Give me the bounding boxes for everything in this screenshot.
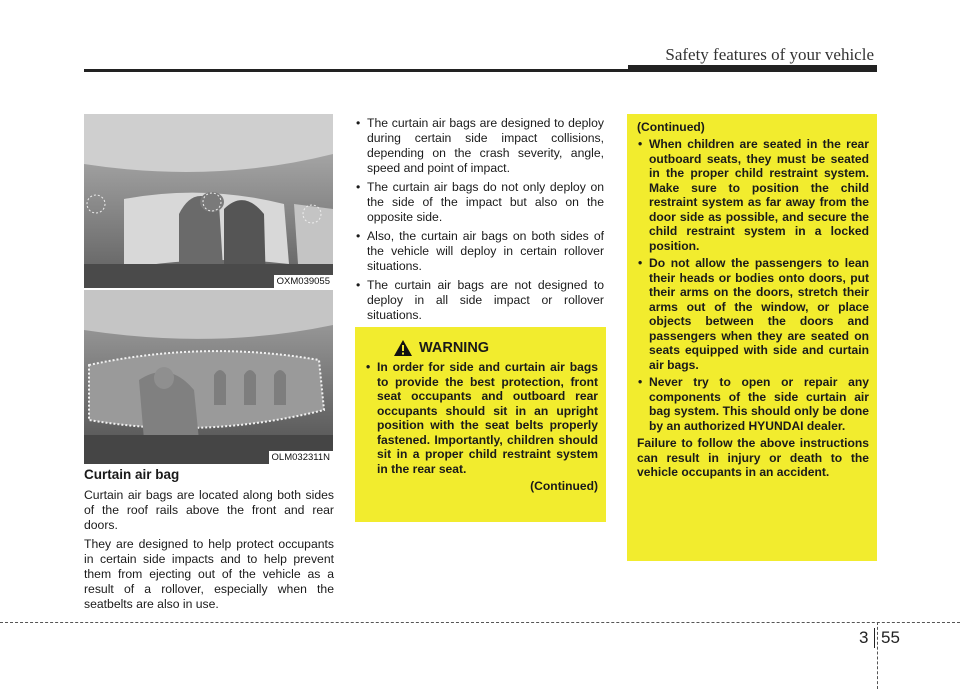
paragraph: Curtain air bags are located along both sides of the roof rails above the front and rear doors. bbox=[84, 488, 334, 532]
warning-list bbox=[365, 360, 598, 476]
image-code: OLM032311N bbox=[269, 451, 333, 464]
curtain-airbag-photo-bottom bbox=[84, 290, 333, 464]
footer-vertical-rule bbox=[877, 622, 878, 689]
list-item: • Never try to open or repair any components of the side curtain air bag system. This should only be done by an authorized HYUNDAI dealer. bbox=[637, 375, 869, 433]
page-number-separator bbox=[874, 628, 875, 648]
paragraph: They are designed to help protect occupants in certain side impacts and to help prevent them from ejecting out of the vehicle as a result of a rollover, especially when the seatbelts are also in use. bbox=[84, 537, 334, 611]
image-code: OXM039055 bbox=[274, 275, 333, 288]
page-number: 55 bbox=[881, 628, 900, 647]
footer-rule bbox=[0, 622, 960, 623]
warning-header bbox=[393, 339, 598, 357]
warning-title: WARNING bbox=[419, 340, 490, 356]
chapter-number: 3 bbox=[859, 628, 869, 647]
warning-list bbox=[637, 137, 869, 433]
list-item: • The curtain air bags do not only deploy on the side of the impact but also on the opposite side. bbox=[354, 180, 604, 225]
list-item: • The curtain air bags are not designed to deploy in all side impact or rollover situations. bbox=[354, 278, 604, 323]
warning-box bbox=[355, 327, 606, 522]
list-item: • When children are seated in the rear outboard seats, they must be seated in the proper child restraint system. Make sure to position the child restraint system as far away from the door side as possible, and secure the child restraint system in a locked position. bbox=[637, 137, 869, 253]
list-item: • Also, the curtain air bags on both sides of the vehicle will deploy in certain rollover situations. bbox=[354, 229, 604, 274]
list-item: • In order for side and curtain air bags to provide the best protection, front seat occupants and outboard rear occupants should sit in an upright position with the seat belts properly fastened. Importantly, children should sit in a proper child restraint system in the rear seat. bbox=[365, 360, 598, 476]
deployment-bullets bbox=[354, 116, 604, 327]
list-item: • The curtain air bags are designed to deploy during certain side impact collisions, depending on the crash severity, angle, speed and point of impact. bbox=[354, 116, 604, 176]
warning-closing: Failure to follow the above instructions can result in injury or death to the vehicle occupants in an accident. bbox=[637, 436, 869, 479]
header-rule-accent bbox=[628, 65, 877, 72]
section-heading: Curtain air bag bbox=[84, 467, 180, 482]
continued-label: (Continued) bbox=[637, 120, 705, 134]
interior-illustration-bottom bbox=[84, 290, 333, 464]
continued-label: (Continued) bbox=[530, 479, 598, 493]
curtain-airbag-section bbox=[84, 467, 334, 616]
curtain-airbag-photo-top bbox=[84, 114, 333, 288]
page-header-title: Safety features of your vehicle bbox=[665, 45, 874, 64]
warning-box-continued bbox=[627, 114, 877, 561]
warning-triangle-icon bbox=[393, 339, 413, 357]
list-item: • Do not allow the passengers to lean their heads or bodies onto doors, put their arms on the doors, stretch their arms out of the window, or place objects between the doors and passengers when they are seated on seats equipped with side and curtain air bags. bbox=[637, 256, 869, 372]
interior-illustration-top bbox=[84, 114, 333, 288]
